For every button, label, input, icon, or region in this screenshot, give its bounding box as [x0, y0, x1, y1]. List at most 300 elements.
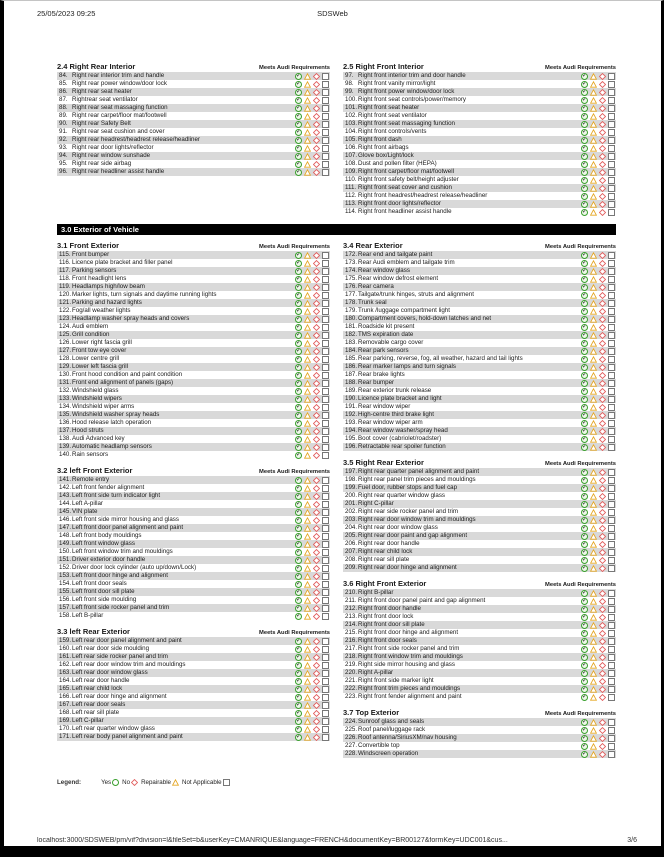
- not-applicable-triangle-icon[interactable]: [304, 308, 311, 315]
- yes-check-icon[interactable]: ✓: [296, 653, 302, 660]
- checkbox-icon[interactable]: [608, 260, 615, 267]
- checkbox-icon[interactable]: [608, 614, 615, 621]
- not-applicable-triangle-icon[interactable]: [304, 129, 311, 136]
- repairable-diamond-icon[interactable]: [313, 581, 320, 588]
- checkbox-icon[interactable]: [322, 597, 329, 604]
- checkbox-icon[interactable]: [322, 646, 329, 653]
- not-applicable-triangle-icon[interactable]: [304, 694, 311, 701]
- checkbox-icon[interactable]: [322, 436, 329, 443]
- not-applicable-triangle-icon[interactable]: [304, 276, 311, 283]
- checkbox-icon[interactable]: [322, 710, 329, 717]
- repairable-diamond-icon[interactable]: [599, 81, 606, 88]
- yes-check-icon[interactable]: ✓: [582, 307, 588, 314]
- repairable-diamond-icon[interactable]: [599, 654, 606, 661]
- yes-check-icon[interactable]: ✓: [582, 88, 588, 95]
- yes-check-icon[interactable]: ✓: [296, 645, 302, 652]
- checkbox-icon[interactable]: [322, 332, 329, 339]
- repairable-diamond-icon[interactable]: [313, 169, 320, 176]
- checkbox-icon[interactable]: [322, 252, 329, 259]
- yes-check-icon[interactable]: ✓: [582, 597, 588, 604]
- repairable-diamond-icon[interactable]: [599, 372, 606, 379]
- yes-check-icon[interactable]: ✓: [296, 96, 302, 103]
- yes-check-icon[interactable]: ✓: [582, 160, 588, 167]
- checkbox-icon[interactable]: [322, 428, 329, 435]
- not-applicable-triangle-icon[interactable]: [304, 670, 311, 677]
- not-applicable-triangle-icon[interactable]: [304, 581, 311, 588]
- checkbox-icon[interactable]: [608, 541, 615, 548]
- checkbox-icon[interactable]: [608, 316, 615, 323]
- not-applicable-triangle-icon[interactable]: [590, 121, 597, 128]
- repairable-diamond-icon[interactable]: [313, 308, 320, 315]
- not-applicable-triangle-icon[interactable]: [590, 590, 597, 597]
- yes-check-icon[interactable]: ✓: [582, 427, 588, 434]
- yes-check-icon[interactable]: ✓: [296, 104, 302, 111]
- yes-check-icon[interactable]: ✓: [582, 152, 588, 159]
- yes-check-icon[interactable]: ✓: [582, 192, 588, 199]
- not-applicable-triangle-icon[interactable]: [590, 89, 597, 96]
- yes-check-icon[interactable]: ✓: [582, 693, 588, 700]
- not-applicable-triangle-icon[interactable]: [304, 169, 311, 176]
- not-applicable-triangle-icon[interactable]: [590, 493, 597, 500]
- yes-check-icon[interactable]: ✓: [582, 645, 588, 652]
- not-applicable-triangle-icon[interactable]: [590, 662, 597, 669]
- yes-check-icon[interactable]: ✓: [296, 291, 302, 298]
- checkbox-icon[interactable]: [322, 129, 329, 136]
- not-applicable-triangle-icon[interactable]: [304, 372, 311, 379]
- repairable-diamond-icon[interactable]: [599, 364, 606, 371]
- repairable-diamond-icon[interactable]: [313, 292, 320, 299]
- yes-check-icon[interactable]: ✓: [582, 104, 588, 111]
- repairable-diamond-icon[interactable]: [599, 276, 606, 283]
- not-applicable-triangle-icon[interactable]: [590, 525, 597, 532]
- checkbox-icon[interactable]: [608, 525, 615, 532]
- repairable-diamond-icon[interactable]: [599, 145, 606, 152]
- repairable-diamond-icon[interactable]: [313, 493, 320, 500]
- repairable-diamond-icon[interactable]: [599, 388, 606, 395]
- repairable-diamond-icon[interactable]: [599, 533, 606, 540]
- yes-check-icon[interactable]: ✓: [582, 524, 588, 531]
- not-applicable-triangle-icon[interactable]: [590, 153, 597, 160]
- yes-check-icon[interactable]: ✓: [582, 136, 588, 143]
- yes-check-icon[interactable]: ✓: [296, 72, 302, 79]
- yes-check-icon[interactable]: ✓: [582, 267, 588, 274]
- not-applicable-triangle-icon[interactable]: [590, 727, 597, 734]
- repairable-diamond-icon[interactable]: [599, 638, 606, 645]
- yes-check-icon[interactable]: ✓: [296, 693, 302, 700]
- yes-check-icon[interactable]: ✓: [582, 685, 588, 692]
- not-applicable-triangle-icon[interactable]: [304, 638, 311, 645]
- repairable-diamond-icon[interactable]: [599, 727, 606, 734]
- yes-check-icon[interactable]: ✓: [582, 176, 588, 183]
- repairable-diamond-icon[interactable]: [313, 597, 320, 604]
- yes-check-icon[interactable]: ✓: [296, 387, 302, 394]
- yes-check-icon[interactable]: ✓: [296, 144, 302, 151]
- repairable-diamond-icon[interactable]: [599, 598, 606, 605]
- not-applicable-triangle-icon[interactable]: [590, 73, 597, 80]
- not-applicable-triangle-icon[interactable]: [304, 396, 311, 403]
- checkbox-icon[interactable]: [608, 598, 615, 605]
- checkbox-icon[interactable]: [608, 727, 615, 734]
- checkbox-icon[interactable]: [608, 137, 615, 144]
- repairable-diamond-icon[interactable]: [599, 292, 606, 299]
- not-applicable-triangle-icon[interactable]: [590, 137, 597, 144]
- yes-check-icon[interactable]: ✓: [296, 411, 302, 418]
- not-applicable-triangle-icon[interactable]: [304, 726, 311, 733]
- not-applicable-triangle-icon[interactable]: [590, 654, 597, 661]
- checkbox-icon[interactable]: [608, 646, 615, 653]
- repairable-diamond-icon[interactable]: [313, 348, 320, 355]
- checkbox-icon[interactable]: [608, 348, 615, 355]
- checkbox-icon[interactable]: [322, 396, 329, 403]
- checkbox-icon[interactable]: [322, 324, 329, 331]
- not-applicable-triangle-icon[interactable]: [590, 557, 597, 564]
- repairable-diamond-icon[interactable]: [599, 719, 606, 726]
- checkbox-icon[interactable]: [322, 300, 329, 307]
- repairable-diamond-icon[interactable]: [599, 316, 606, 323]
- not-applicable-triangle-icon[interactable]: [590, 300, 597, 307]
- not-applicable-triangle-icon[interactable]: [304, 428, 311, 435]
- yes-check-icon[interactable]: ✓: [582, 379, 588, 386]
- not-applicable-triangle-icon[interactable]: [590, 364, 597, 371]
- repairable-diamond-icon[interactable]: [313, 105, 320, 112]
- repairable-diamond-icon[interactable]: [599, 209, 606, 216]
- yes-check-icon[interactable]: ✓: [582, 347, 588, 354]
- repairable-diamond-icon[interactable]: [313, 678, 320, 685]
- repairable-diamond-icon[interactable]: [313, 316, 320, 323]
- checkbox-icon[interactable]: [608, 622, 615, 629]
- not-applicable-triangle-icon[interactable]: [304, 121, 311, 128]
- repairable-diamond-icon[interactable]: [599, 300, 606, 307]
- not-applicable-triangle-icon[interactable]: [590, 105, 597, 112]
- not-applicable-triangle-icon[interactable]: [590, 292, 597, 299]
- repairable-diamond-icon[interactable]: [599, 622, 606, 629]
- not-applicable-triangle-icon[interactable]: [304, 137, 311, 144]
- yes-check-icon[interactable]: ✓: [582, 168, 588, 175]
- yes-check-icon[interactable]: ✓: [582, 339, 588, 346]
- not-applicable-triangle-icon[interactable]: [590, 444, 597, 451]
- yes-check-icon[interactable]: ✓: [296, 347, 302, 354]
- not-applicable-triangle-icon[interactable]: [590, 396, 597, 403]
- yes-check-icon[interactable]: ✓: [296, 283, 302, 290]
- yes-check-icon[interactable]: ✓: [582, 476, 588, 483]
- not-applicable-triangle-icon[interactable]: [590, 177, 597, 184]
- checkbox-icon[interactable]: [322, 137, 329, 144]
- not-applicable-triangle-icon[interactable]: [590, 161, 597, 168]
- not-applicable-triangle-icon[interactable]: [590, 751, 597, 758]
- yes-check-icon[interactable]: ✓: [296, 661, 302, 668]
- repairable-diamond-icon[interactable]: [313, 702, 320, 709]
- not-applicable-triangle-icon[interactable]: [304, 509, 311, 516]
- yes-check-icon[interactable]: ✓: [296, 395, 302, 402]
- yes-check-icon[interactable]: ✓: [296, 548, 302, 555]
- not-applicable-triangle-icon[interactable]: [304, 678, 311, 685]
- repairable-diamond-icon[interactable]: [313, 372, 320, 379]
- yes-check-icon[interactable]: ✓: [582, 468, 588, 475]
- checkbox-icon[interactable]: [608, 678, 615, 685]
- checkbox-icon[interactable]: [322, 356, 329, 363]
- not-applicable-triangle-icon[interactable]: [304, 452, 311, 459]
- repairable-diamond-icon[interactable]: [313, 260, 320, 267]
- checkbox-icon[interactable]: [608, 404, 615, 411]
- checkbox-icon[interactable]: [608, 436, 615, 443]
- not-applicable-triangle-icon[interactable]: [590, 252, 597, 259]
- yes-check-icon[interactable]: ✓: [296, 339, 302, 346]
- not-applicable-triangle-icon[interactable]: [304, 324, 311, 331]
- yes-check-icon[interactable]: ✓: [582, 637, 588, 644]
- checkbox-icon[interactable]: [608, 477, 615, 484]
- not-applicable-triangle-icon[interactable]: [304, 260, 311, 267]
- not-applicable-triangle-icon[interactable]: [304, 348, 311, 355]
- yes-check-icon[interactable]: ✓: [582, 299, 588, 306]
- checkbox-icon[interactable]: [608, 590, 615, 597]
- repairable-diamond-icon[interactable]: [313, 252, 320, 259]
- checkbox-icon[interactable]: [322, 549, 329, 556]
- not-applicable-triangle-icon[interactable]: [590, 97, 597, 104]
- repairable-diamond-icon[interactable]: [599, 177, 606, 184]
- yes-check-icon[interactable]: ✓: [582, 251, 588, 258]
- checkbox-icon[interactable]: [322, 420, 329, 427]
- repairable-diamond-icon[interactable]: [599, 380, 606, 387]
- checkbox-icon[interactable]: [608, 630, 615, 637]
- checkbox-icon[interactable]: [608, 113, 615, 120]
- not-applicable-triangle-icon[interactable]: [590, 719, 597, 726]
- repairable-diamond-icon[interactable]: [313, 501, 320, 508]
- repairable-diamond-icon[interactable]: [599, 670, 606, 677]
- yes-check-icon[interactable]: ✓: [296, 508, 302, 515]
- checkbox-icon[interactable]: [608, 735, 615, 742]
- checkbox-icon[interactable]: [322, 380, 329, 387]
- not-applicable-triangle-icon[interactable]: [304, 710, 311, 717]
- not-applicable-triangle-icon[interactable]: [590, 436, 597, 443]
- repairable-diamond-icon[interactable]: [599, 686, 606, 693]
- repairable-diamond-icon[interactable]: [599, 565, 606, 572]
- yes-check-icon[interactable]: ✓: [582, 742, 588, 749]
- checkbox-icon[interactable]: [322, 718, 329, 725]
- checkbox-icon[interactable]: [608, 105, 615, 112]
- not-applicable-triangle-icon[interactable]: [590, 380, 597, 387]
- repairable-diamond-icon[interactable]: [313, 364, 320, 371]
- yes-check-icon[interactable]: ✓: [296, 572, 302, 579]
- not-applicable-triangle-icon[interactable]: [590, 209, 597, 216]
- repairable-diamond-icon[interactable]: [599, 477, 606, 484]
- yes-check-icon[interactable]: ✓: [582, 629, 588, 636]
- checkbox-icon[interactable]: [322, 388, 329, 395]
- repairable-diamond-icon[interactable]: [599, 284, 606, 291]
- yes-check-icon[interactable]: ✓: [582, 718, 588, 725]
- repairable-diamond-icon[interactable]: [599, 161, 606, 168]
- checkbox-icon[interactable]: [608, 372, 615, 379]
- not-applicable-triangle-icon[interactable]: [304, 654, 311, 661]
- yes-check-icon[interactable]: ✓: [296, 168, 302, 175]
- yes-check-icon[interactable]: ✓: [582, 661, 588, 668]
- yes-check-icon[interactable]: ✓: [582, 120, 588, 127]
- checkbox-icon[interactable]: [322, 726, 329, 733]
- not-applicable-triangle-icon[interactable]: [590, 614, 597, 621]
- checkbox-icon[interactable]: [322, 734, 329, 741]
- repairable-diamond-icon[interactable]: [599, 541, 606, 548]
- yes-check-icon[interactable]: ✓: [296, 564, 302, 571]
- checkbox-icon[interactable]: [608, 469, 615, 476]
- checkbox-icon[interactable]: [322, 340, 329, 347]
- yes-check-icon[interactable]: ✓: [582, 259, 588, 266]
- not-applicable-triangle-icon[interactable]: [590, 565, 597, 572]
- not-applicable-triangle-icon[interactable]: [590, 145, 597, 152]
- repairable-diamond-icon[interactable]: [313, 646, 320, 653]
- not-applicable-triangle-icon[interactable]: [304, 501, 311, 508]
- repairable-diamond-icon[interactable]: [599, 735, 606, 742]
- yes-check-icon[interactable]: ✓: [296, 492, 302, 499]
- repairable-diamond-icon[interactable]: [599, 420, 606, 427]
- yes-check-icon[interactable]: ✓: [296, 685, 302, 692]
- repairable-diamond-icon[interactable]: [313, 145, 320, 152]
- not-applicable-triangle-icon[interactable]: [590, 404, 597, 411]
- yes-check-icon[interactable]: ✓: [296, 152, 302, 159]
- yes-check-icon[interactable]: ✓: [296, 363, 302, 370]
- checkbox-icon[interactable]: [608, 185, 615, 192]
- yes-check-icon[interactable]: ✓: [296, 80, 302, 87]
- checkbox-icon[interactable]: [608, 549, 615, 556]
- not-applicable-triangle-icon[interactable]: [304, 541, 311, 548]
- repairable-diamond-icon[interactable]: [599, 185, 606, 192]
- checkbox-icon[interactable]: [608, 493, 615, 500]
- repairable-diamond-icon[interactable]: [313, 396, 320, 403]
- repairable-diamond-icon[interactable]: [313, 97, 320, 104]
- repairable-diamond-icon[interactable]: [599, 630, 606, 637]
- not-applicable-triangle-icon[interactable]: [590, 598, 597, 605]
- yes-check-icon[interactable]: ✓: [582, 355, 588, 362]
- checkbox-icon[interactable]: [322, 662, 329, 669]
- checkbox-icon[interactable]: [322, 517, 329, 524]
- checkbox-icon[interactable]: [322, 268, 329, 275]
- not-applicable-triangle-icon[interactable]: [304, 145, 311, 152]
- repairable-diamond-icon[interactable]: [599, 501, 606, 508]
- not-applicable-triangle-icon[interactable]: [304, 380, 311, 387]
- not-applicable-triangle-icon[interactable]: [304, 89, 311, 96]
- not-applicable-triangle-icon[interactable]: [304, 605, 311, 612]
- yes-check-icon[interactable]: ✓: [582, 323, 588, 330]
- checkbox-icon[interactable]: [608, 292, 615, 299]
- repairable-diamond-icon[interactable]: [599, 517, 606, 524]
- yes-check-icon[interactable]: ✓: [296, 331, 302, 338]
- repairable-diamond-icon[interactable]: [599, 485, 606, 492]
- yes-check-icon[interactable]: ✓: [582, 677, 588, 684]
- yes-check-icon[interactable]: ✓: [582, 605, 588, 612]
- not-applicable-triangle-icon[interactable]: [304, 161, 311, 168]
- checkbox-icon[interactable]: [322, 485, 329, 492]
- yes-check-icon[interactable]: ✓: [582, 72, 588, 79]
- yes-check-icon[interactable]: ✓: [296, 251, 302, 258]
- checkbox-icon[interactable]: [322, 316, 329, 323]
- not-applicable-triangle-icon[interactable]: [304, 477, 311, 484]
- checkbox-icon[interactable]: [322, 73, 329, 80]
- checkbox-icon[interactable]: [322, 501, 329, 508]
- yes-check-icon[interactable]: ✓: [582, 613, 588, 620]
- checkbox-icon[interactable]: [608, 308, 615, 315]
- checkbox-icon[interactable]: [322, 412, 329, 419]
- checkbox-icon[interactable]: [608, 129, 615, 136]
- yes-check-icon[interactable]: ✓: [296, 355, 302, 362]
- not-applicable-triangle-icon[interactable]: [590, 646, 597, 653]
- yes-check-icon[interactable]: ✓: [296, 701, 302, 708]
- checkbox-icon[interactable]: [608, 284, 615, 291]
- checkbox-icon[interactable]: [322, 581, 329, 588]
- yes-check-icon[interactable]: ✓: [296, 435, 302, 442]
- repairable-diamond-icon[interactable]: [313, 710, 320, 717]
- yes-check-icon[interactable]: ✓: [582, 411, 588, 418]
- not-applicable-triangle-icon[interactable]: [304, 702, 311, 709]
- repairable-diamond-icon[interactable]: [313, 129, 320, 136]
- repairable-diamond-icon[interactable]: [599, 332, 606, 339]
- repairable-diamond-icon[interactable]: [313, 726, 320, 733]
- not-applicable-triangle-icon[interactable]: [590, 735, 597, 742]
- not-applicable-triangle-icon[interactable]: [590, 201, 597, 208]
- checkbox-icon[interactable]: [322, 372, 329, 379]
- checkbox-icon[interactable]: [608, 501, 615, 508]
- yes-check-icon[interactable]: ✓: [296, 315, 302, 322]
- repairable-diamond-icon[interactable]: [313, 444, 320, 451]
- repairable-diamond-icon[interactable]: [599, 404, 606, 411]
- repairable-diamond-icon[interactable]: [599, 493, 606, 500]
- not-applicable-triangle-icon[interactable]: [304, 533, 311, 540]
- checkbox-icon[interactable]: [608, 485, 615, 492]
- yes-check-icon[interactable]: ✓: [582, 200, 588, 207]
- checkbox-icon[interactable]: [322, 121, 329, 128]
- repairable-diamond-icon[interactable]: [313, 113, 320, 120]
- repairable-diamond-icon[interactable]: [599, 694, 606, 701]
- yes-check-icon[interactable]: ✓: [582, 96, 588, 103]
- yes-check-icon[interactable]: ✓: [582, 564, 588, 571]
- not-applicable-triangle-icon[interactable]: [590, 743, 597, 750]
- checkbox-icon[interactable]: [608, 81, 615, 88]
- not-applicable-triangle-icon[interactable]: [304, 573, 311, 580]
- not-applicable-triangle-icon[interactable]: [304, 718, 311, 725]
- yes-check-icon[interactable]: ✓: [582, 371, 588, 378]
- not-applicable-triangle-icon[interactable]: [304, 105, 311, 112]
- repairable-diamond-icon[interactable]: [599, 308, 606, 315]
- not-applicable-triangle-icon[interactable]: [590, 185, 597, 192]
- checkbox-icon[interactable]: [608, 719, 615, 726]
- yes-check-icon[interactable]: ✓: [582, 492, 588, 499]
- checkbox-icon[interactable]: [608, 533, 615, 540]
- not-applicable-triangle-icon[interactable]: [590, 316, 597, 323]
- repairable-diamond-icon[interactable]: [599, 678, 606, 685]
- yes-check-icon[interactable]: ✓: [296, 596, 302, 603]
- yes-check-icon[interactable]: ✓: [582, 184, 588, 191]
- repairable-diamond-icon[interactable]: [599, 509, 606, 516]
- repairable-diamond-icon[interactable]: [313, 420, 320, 427]
- yes-check-icon[interactable]: ✓: [296, 725, 302, 732]
- repairable-diamond-icon[interactable]: [313, 589, 320, 596]
- not-applicable-triangle-icon[interactable]: [590, 630, 597, 637]
- repairable-diamond-icon[interactable]: [599, 751, 606, 758]
- yes-check-icon[interactable]: ✓: [582, 540, 588, 547]
- repairable-diamond-icon[interactable]: [313, 557, 320, 564]
- repairable-diamond-icon[interactable]: [313, 300, 320, 307]
- checkbox-icon[interactable]: [608, 332, 615, 339]
- checkbox-icon[interactable]: [322, 404, 329, 411]
- checkbox-icon[interactable]: [608, 670, 615, 677]
- repairable-diamond-icon[interactable]: [599, 252, 606, 259]
- not-applicable-triangle-icon[interactable]: [304, 493, 311, 500]
- yes-check-icon[interactable]: ✓: [582, 508, 588, 515]
- checkbox-icon[interactable]: [608, 201, 615, 208]
- checkbox-icon[interactable]: [322, 589, 329, 596]
- repairable-diamond-icon[interactable]: [313, 718, 320, 725]
- not-applicable-triangle-icon[interactable]: [304, 589, 311, 596]
- checkbox-icon[interactable]: [322, 81, 329, 88]
- yes-check-icon[interactable]: ✓: [582, 395, 588, 402]
- not-applicable-triangle-icon[interactable]: [590, 268, 597, 275]
